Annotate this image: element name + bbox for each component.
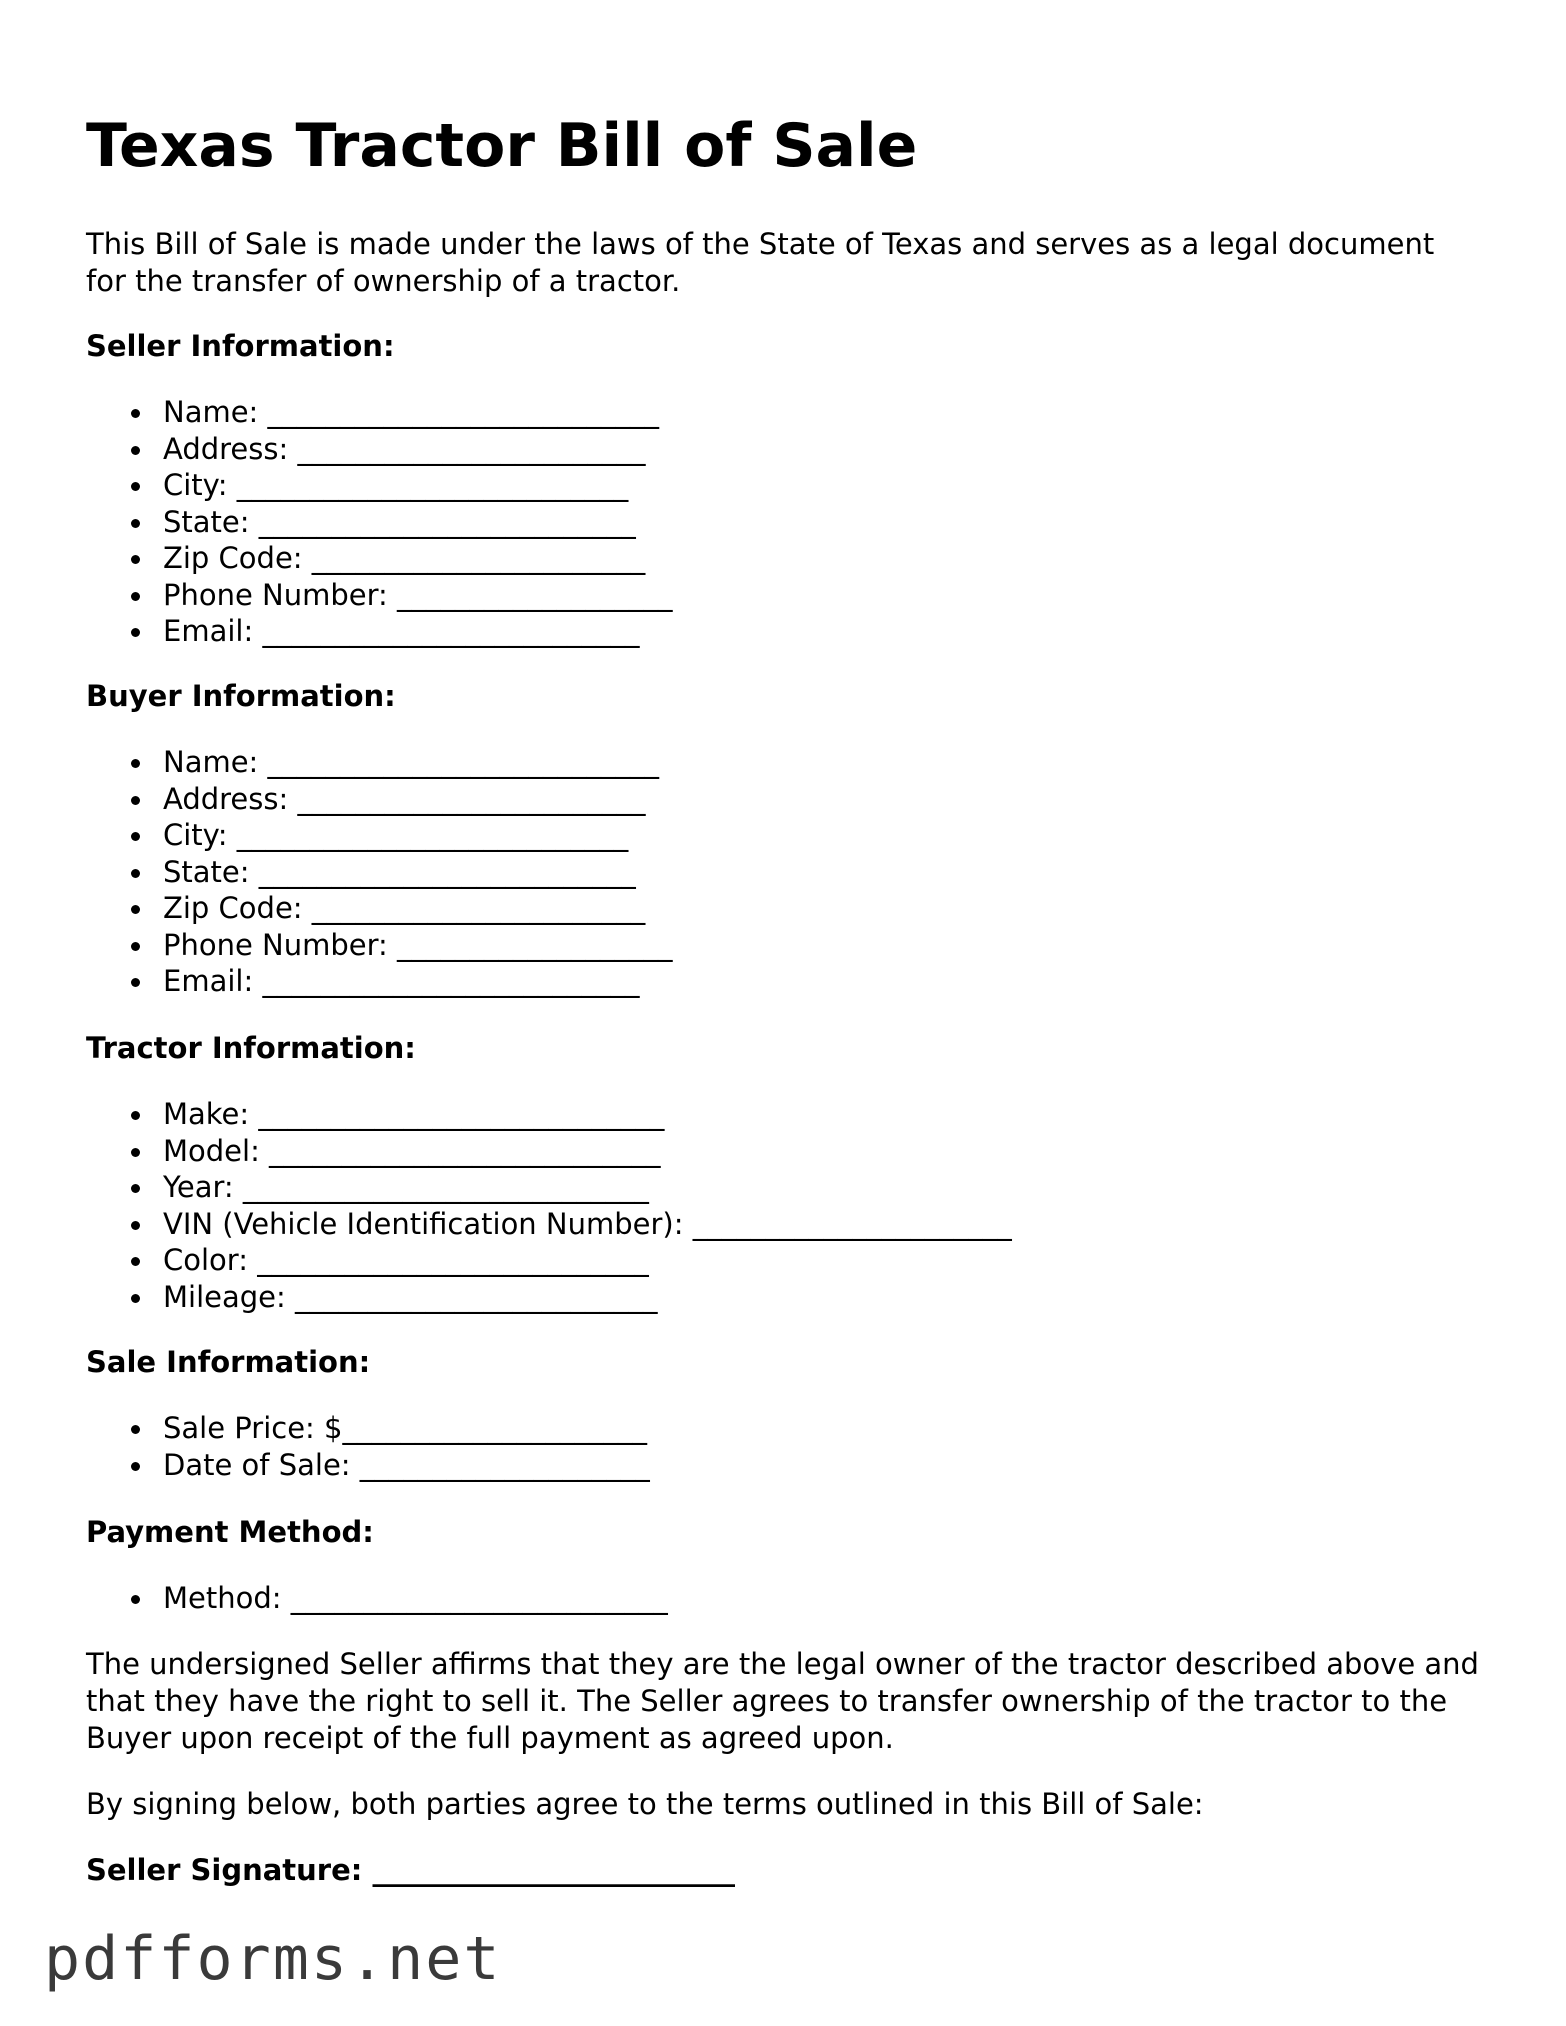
tractor-year-field[interactable]: Year: ____________________________ [86,1169,1012,1206]
payment-method-field[interactable]: Method: __________________________ [86,1580,668,1617]
buyer-section-heading: Buyer Information: [86,679,396,713]
seller-signature-line[interactable]: Seller Signature: _________________________ [86,1853,735,1887]
buyer-name-field[interactable]: Name: ___________________________ [86,744,673,781]
intro-paragraph: This Bill of Sale is made under the laws of the State of Texas and serves as a legal document for the transfer of ownership of a tractor. [86,227,1435,298]
seller-address-field[interactable]: Address: ________________________ [86,431,673,468]
buyer-zip-field[interactable]: Zip Code: _______________________ [86,890,673,927]
seller-fields-list [86,394,673,650]
seller-phone-field[interactable]: Phone Number: ___________________ [86,577,673,614]
site-watermark: pdfforms.net [44,1924,502,1994]
buyer-fields-list [86,744,673,1000]
affirmation-paragraph: The undersigned Seller affirms that they are the legal owner of the tractor described above and that they have the right to sell it. The Seller agrees to transfer ownership of the tractor to the Buyer upon receipt of the full payment as agreed upon. [86,1647,1479,1755]
tractor-mileage-field[interactable]: Mileage: _________________________ [86,1279,1012,1316]
sale-section-heading: Sale Information: [86,1345,371,1379]
tractor-model-field[interactable]: Model: ___________________________ [86,1133,1012,1170]
tractor-make-field[interactable]: Make: ____________________________ [86,1096,1012,1133]
tractor-section-heading: Tractor Information: [86,1031,416,1065]
agreement-paragraph: By signing below, both parties agree to the terms outlined in this Bill of Sale: [86,1787,1204,1821]
seller-state-field[interactable]: State: __________________________ [86,504,673,541]
payment-fields-list [86,1580,668,1617]
seller-city-field[interactable]: City: ___________________________ [86,467,673,504]
buyer-email-field[interactable]: Email: __________________________ [86,963,673,1000]
seller-email-field[interactable]: Email: __________________________ [86,613,673,650]
seller-name-field[interactable]: Name: ___________________________ [86,394,673,431]
buyer-address-field[interactable]: Address: ________________________ [86,781,673,818]
buyer-phone-field[interactable]: Phone Number: ___________________ [86,927,673,964]
sale-date-field[interactable]: Date of Sale: ____________________ [86,1447,650,1484]
tractor-color-field[interactable]: Color: ___________________________ [86,1242,1012,1279]
page-title: Texas Tractor Bill of Sale [86,111,918,181]
seller-section-heading: Seller Information: [86,329,395,363]
buyer-city-field[interactable]: City: ___________________________ [86,817,673,854]
payment-section-heading: Payment Method: [86,1515,374,1549]
buyer-state-field[interactable]: State: __________________________ [86,854,673,891]
seller-zip-field[interactable]: Zip Code: _______________________ [86,540,673,577]
tractor-vin-field[interactable]: VIN (Vehicle Identification Number): ______________________ [86,1206,1012,1243]
sale-price-field[interactable]: Sale Price: $_____________________ [86,1410,650,1447]
tractor-fields-list [86,1096,1012,1315]
sale-fields-list [86,1410,650,1483]
